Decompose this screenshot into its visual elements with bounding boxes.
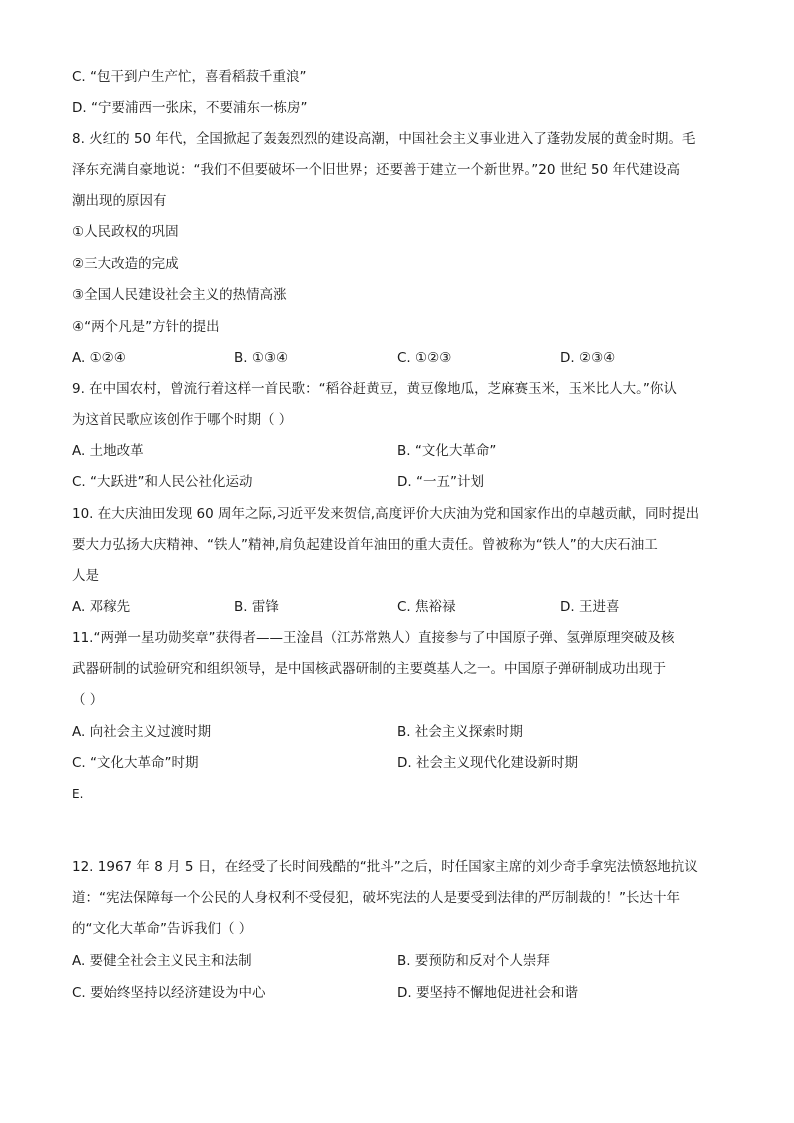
- q12-option-b: B. 要预防和反对个人崇拜: [397, 953, 550, 969]
- q12-stem-line1: 12. 1967 年 8 月 5 日，在经受了长时间残酷的“批斗”之后，时任国家主席的刘少奇手拿宪法愤怒地抗议: [72, 859, 698, 875]
- q8-option-d: D. ②③④: [560, 350, 616, 366]
- q8-option-c: C. ①②③: [397, 350, 452, 366]
- q9-option-c: C. “大跃进”和人民公社化运动: [72, 474, 253, 490]
- q12-option-c: C. 要始终坚持以经济建设为中心: [72, 985, 266, 1001]
- q8-stem-line2: 泽东充满自豪地说：“我们不但要破坏一个旧世界；还要善于建立一个新世界。”20 世纪 50 年代建设高: [72, 162, 680, 178]
- q10-option-a: A. 邓稼先: [72, 599, 131, 615]
- q9-option-a: A. 土地改革: [72, 443, 144, 459]
- q10-stem-line3: 人是: [72, 568, 99, 584]
- q10-option-c: C. 焦裕禄: [397, 599, 456, 615]
- q8-item-3: ③全国人民建设社会主义的热情高涨: [72, 287, 287, 303]
- q9-option-b: B. “文化大革命”: [397, 443, 497, 459]
- q8-stem-line3: 潮出现的原因有: [72, 193, 167, 209]
- q9-option-d: D. “一五”计划: [397, 474, 484, 490]
- q11-stem-line2: 武器研制的试验研究和组织领导，是中国核武器研制的主要奠基人之一。中国原子弹研制成功出现于: [72, 661, 666, 677]
- q12-stem-line2: 道：“宪法保障每一个公民的人身权利不受侵犯，破坏宪法的人是要受到法律的严厉制裁的！”长达十年: [72, 890, 680, 906]
- q10-option-d: D. 王进喜: [560, 599, 620, 615]
- q11-option-a: A. 向社会主义过渡时期: [72, 724, 212, 740]
- q11-option-d: D. 社会主义现代化建设新时期: [397, 755, 578, 771]
- q10-stem-line1: 10. 在大庆油田发现 60 周年之际,习近平发来贺信,高度评价大庆油为党和国家作出的卓越贡献，同时提出: [72, 506, 700, 522]
- q8-stem-line1: 8. 火红的 50 年代，全国掀起了轰轰烈烈的建设高潮，中国社会主义事业进入了蓬勃发展的黄金时期。毛: [72, 131, 696, 147]
- q11-option-c: C. “文化大革命”时期: [72, 755, 199, 771]
- q10-stem-line2: 要大力弘扬大庆精神、“铁人”精神,肩负起建设首年油田的重大责任。曾被称为“铁人”的大庆石油工: [72, 537, 658, 553]
- q7-option-c: C. “包干到户生产忙，喜看稻菽千重浪”: [72, 69, 307, 85]
- q8-item-4: ④“两个凡是”方针的提出: [72, 319, 220, 335]
- q8-item-2: ②三大改造的完成: [72, 256, 179, 272]
- q12-stem-line3: 的“文化大革命”告诉我们（ ）: [72, 921, 253, 937]
- q7-option-d: D. “宁要浦西一张床，不要浦东一栋房”: [72, 100, 308, 116]
- q11-stem-line3: （ ）: [72, 692, 104, 708]
- q11-stem-line1: 11.“两弹一星功勋奖章”获得者——王淦昌（江苏常熟人）直接参与了中国原子弹、氢弹原理突破及核: [72, 630, 675, 646]
- q11-option-e: E.: [72, 787, 84, 801]
- q12-option-a: A. 要健全社会主义民主和法制: [72, 953, 252, 969]
- q9-stem-line1: 9. 在中国农村，曾流行着这样一首民歌：“稻谷赶黄豆，黄豆像地瓜，芝麻赛玉米，玉米比人大。”你认: [72, 381, 677, 397]
- q9-stem-line2: 为这首民歌应该创作于哪个时期（ ）: [72, 412, 293, 428]
- q8-option-a: A. ①②④: [72, 350, 126, 366]
- q8-option-b: B. ①③④: [234, 350, 289, 366]
- q10-option-b: B. 雷锋: [234, 599, 279, 615]
- q8-item-1: ①人民政权的巩固: [72, 224, 179, 240]
- q11-option-b: B. 社会主义探索时期: [397, 724, 523, 740]
- q12-option-d: D. 要坚持不懈地促进社会和谐: [397, 985, 578, 1001]
